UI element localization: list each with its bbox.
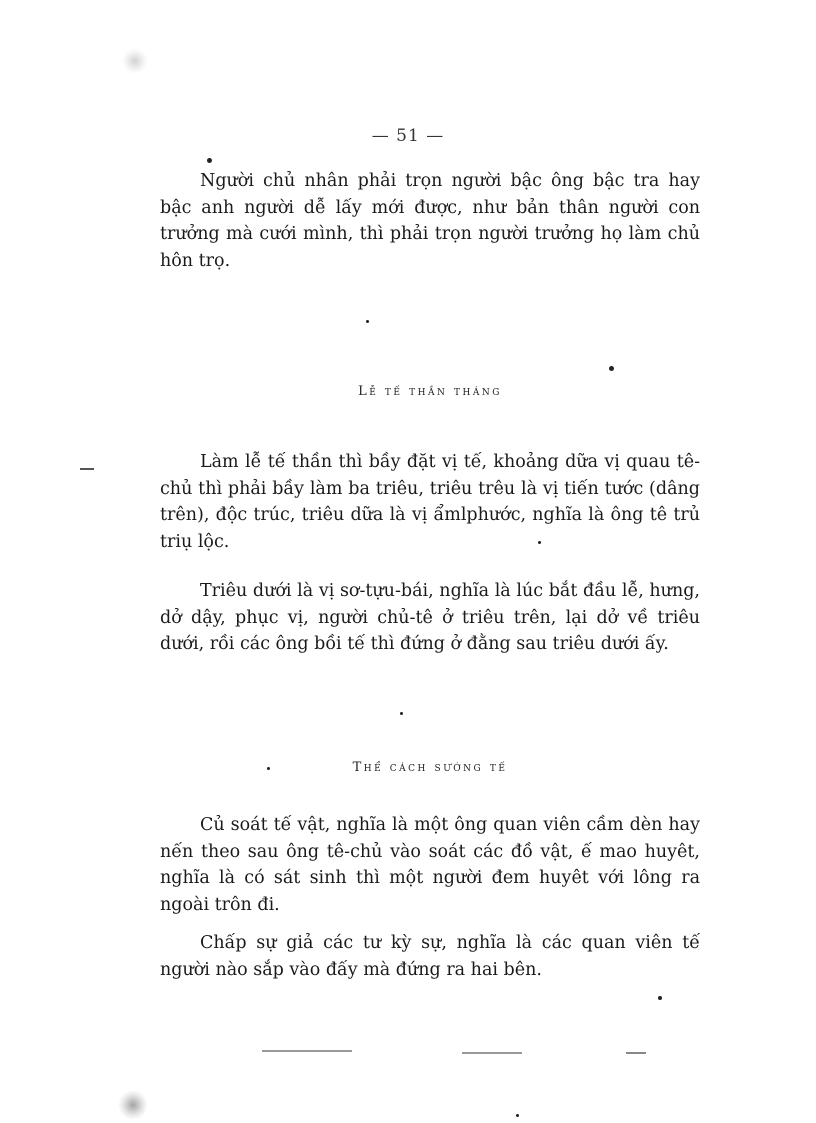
section-heading-the-cach-suong-te: Thể cách sướng tế: [352, 760, 508, 775]
the-cach-paragraph-1-text: Củ soát tế vật, nghĩa là một ông quan viên cầm dèn hay nến theo sau ông tê-chủ vào soát các đồ vật, ế mao huyêt, nghĩa là có sát sinh thì một người đem huyêt với lông ra ngoài trôn đi.: [160, 815, 700, 915]
scan-speck: [207, 158, 212, 163]
page-number: — 51 —: [371, 126, 445, 146]
le-te-paragraph-1-text: Làm lễ tế thần thì bầy đặt vị tế, khoảng dữa vị quau tê-chủ thì phải bầy làm ba triêu, triêu trêu là vị tiến tước (dâng trên), độc trúc, triêu dữa là vị ẩmlphước, nghĩa là ông tê trủ triụ lộc.: [160, 452, 700, 552]
intro-paragraph-text: Người chủ nhân phải trọn người bậc ông bậc tra hay bậc anh người dễ lấy mới được, như bản thân người con trưởng mà cưới mình, thì phải trọn người trưởng họ làm chủ hôn trọ.: [160, 171, 700, 271]
bottom-dash: [262, 1050, 352, 1052]
scan-smudge: [122, 48, 148, 74]
intro-paragraph: [160, 168, 700, 274]
bottom-dash: [626, 1052, 646, 1054]
scan-speck: [366, 320, 369, 323]
scan-speck: [609, 366, 614, 371]
scan-speck: [267, 767, 270, 770]
section-heading-le-te-than-thang: Lễ tế thần tháng: [358, 384, 502, 399]
scan-smudge: [118, 1090, 148, 1120]
le-te-paragraph-2: [160, 578, 700, 658]
scan-speck: [658, 996, 662, 1000]
the-cach-paragraph-1: [160, 812, 700, 918]
scan-speck: [538, 541, 541, 544]
the-cach-paragraph-2: [160, 930, 700, 983]
scan-speck: [516, 1114, 519, 1117]
margin-dash: [80, 468, 94, 470]
le-te-paragraph-2-text: Triêu dưới là vị sơ-tựu-bái, nghĩa là lúc bắt đầu lễ, hưng, dở dậy, phục vị, người chủ-tê ở triêu trên, lại dở về triêu dưới, rồi các ông bồi tế thì đứng ở đằng sau triêu dưới ấy.: [160, 581, 700, 654]
scan-speck: [400, 712, 403, 715]
bottom-dash: [462, 1052, 522, 1054]
the-cach-paragraph-2-text: Chấp sự giả các tư kỳ sự, nghĩa là các quan viên tế người nào sắp vào đấy mà đứng ra hai bên.: [160, 933, 700, 980]
le-te-paragraph-1: [160, 449, 700, 555]
